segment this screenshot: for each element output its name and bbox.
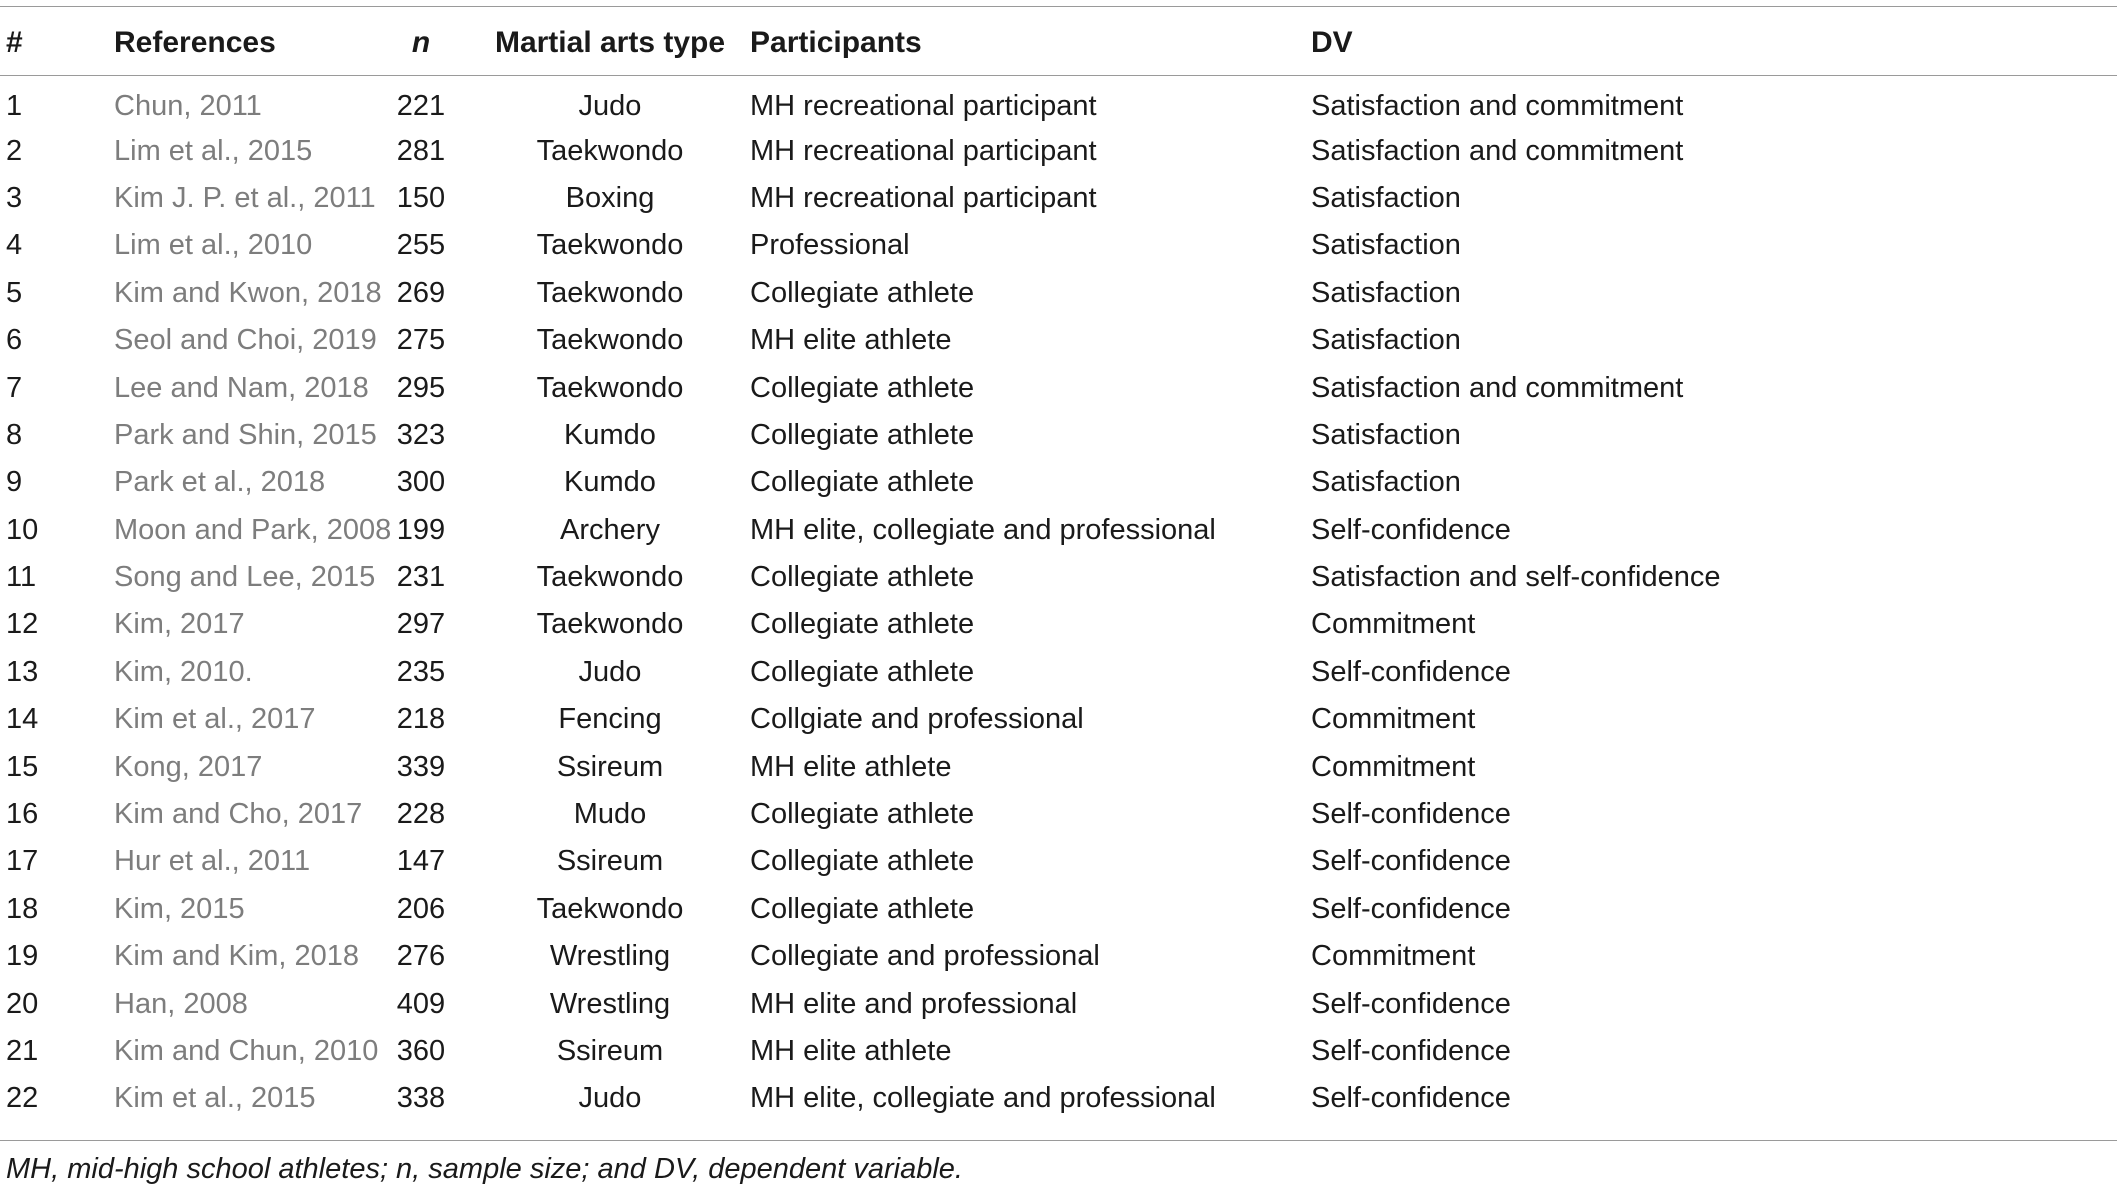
cell-number: 11 bbox=[6, 561, 37, 594]
cell-dv: Commitment bbox=[1311, 703, 1476, 736]
table-row bbox=[0, 554, 2117, 601]
cell-participants: Collegiate athlete bbox=[750, 845, 975, 878]
reference-link[interactable]: Kim et al., 2017 bbox=[114, 703, 316, 736]
cell-participants: Collegiate athlete bbox=[750, 466, 975, 499]
cell-sample-size: 150 bbox=[396, 181, 446, 214]
cell-dv: Satisfaction bbox=[1311, 181, 1461, 214]
cell-number: 7 bbox=[6, 371, 23, 404]
cell-dv: Self-confidence bbox=[1311, 1035, 1511, 1067]
cell-dv: Self-confidence bbox=[1311, 987, 1511, 1020]
cell-number: 19 bbox=[6, 940, 39, 973]
cell-martial-arts-type: Judo bbox=[578, 1082, 642, 1115]
table-row bbox=[0, 601, 2117, 648]
cell-martial-arts-type: Judo bbox=[578, 655, 642, 688]
cell-dv: Satisfaction bbox=[1311, 418, 1461, 451]
cell-number: 14 bbox=[6, 703, 39, 736]
reference-link[interactable]: Moon and Park, 2008 bbox=[114, 513, 392, 546]
table-header-row bbox=[0, 0, 2117, 80]
cell-sample-size: 221 bbox=[396, 90, 446, 123]
table-row bbox=[0, 127, 2117, 174]
header-number: # bbox=[6, 26, 23, 59]
table-row bbox=[0, 838, 2117, 885]
cell-martial-arts-type: Taekwondo bbox=[536, 229, 684, 262]
table-row bbox=[0, 364, 2117, 411]
cell-sample-size: 228 bbox=[396, 798, 446, 831]
cell-number: 17 bbox=[6, 845, 39, 878]
cell-number: 20 bbox=[6, 987, 39, 1020]
reference-link[interactable]: Kim, 2017 bbox=[114, 608, 245, 641]
cell-sample-size: 360 bbox=[396, 1035, 446, 1067]
cell-martial-arts-type: Kumdo bbox=[564, 466, 656, 499]
header-sample-size: n bbox=[411, 26, 431, 59]
cell-sample-size: 218 bbox=[396, 703, 446, 736]
table-row bbox=[0, 507, 2117, 554]
reference-link[interactable]: Chun, 2011 bbox=[114, 90, 262, 123]
cell-dv: Self-confidence bbox=[1311, 845, 1511, 878]
table-row bbox=[0, 791, 2117, 838]
cell-dv: Self-confidence bbox=[1311, 892, 1511, 925]
cell-dv: Satisfaction and commitment bbox=[1311, 90, 1684, 123]
reference-link[interactable]: Lee and Nam, 2018 bbox=[114, 371, 369, 404]
reference-link[interactable]: Seol and Choi, 2019 bbox=[114, 324, 377, 357]
cell-sample-size: 339 bbox=[396, 750, 446, 783]
cell-participants: Collgiate and professional bbox=[750, 703, 1084, 736]
cell-number: 21 bbox=[6, 1035, 39, 1067]
cell-sample-size: 276 bbox=[396, 940, 446, 973]
reference-link[interactable]: Kim and Kwon, 2018 bbox=[114, 276, 382, 309]
cell-sample-size: 323 bbox=[396, 418, 446, 451]
table-footnote: MH, mid-high school athletes; n, sample size; and DV, dependent variable. bbox=[6, 1153, 963, 1185]
cell-participants: Collegiate and professional bbox=[750, 940, 1100, 973]
reference-link[interactable]: Kim and Cho, 2017 bbox=[114, 798, 363, 831]
cell-participants: Collegiate athlete bbox=[750, 892, 975, 925]
cell-sample-size: 295 bbox=[396, 371, 446, 404]
table-row bbox=[0, 696, 2117, 743]
cell-number: 16 bbox=[6, 798, 39, 831]
reference-link[interactable]: Hur et al., 2011 bbox=[114, 845, 311, 878]
cell-dv: Commitment bbox=[1311, 608, 1476, 641]
cell-martial-arts-type: Ssireum bbox=[556, 845, 664, 878]
cell-martial-arts-type: Mudo bbox=[573, 798, 647, 831]
reference-link[interactable]: Kim J. P. et al., 2011 bbox=[114, 181, 376, 214]
cell-sample-size: 281 bbox=[396, 134, 446, 167]
cell-sample-size: 231 bbox=[396, 561, 446, 594]
cell-sample-size: 275 bbox=[396, 324, 446, 357]
cell-dv: Satisfaction and commitment bbox=[1311, 134, 1684, 167]
cell-number: 12 bbox=[6, 608, 39, 641]
header-dv: DV bbox=[1311, 26, 1353, 59]
cell-dv: Self-confidence bbox=[1311, 513, 1511, 546]
reference-link[interactable]: Park and Shin, 2015 bbox=[114, 418, 377, 451]
table-row bbox=[0, 1075, 2117, 1122]
cell-martial-arts-type: Wrestling bbox=[549, 940, 671, 973]
cell-participants: Collegiate athlete bbox=[750, 276, 975, 309]
cell-sample-size: 297 bbox=[396, 608, 446, 641]
table-row bbox=[0, 649, 2117, 696]
table-row bbox=[0, 743, 2117, 790]
cell-number: 18 bbox=[6, 892, 39, 925]
cell-participants: Collegiate athlete bbox=[750, 608, 975, 641]
table-row bbox=[0, 80, 2117, 127]
cell-sample-size: 147 bbox=[396, 845, 446, 878]
cell-sample-size: 255 bbox=[396, 229, 446, 262]
table-row bbox=[0, 175, 2117, 222]
cell-martial-arts-type: Taekwondo bbox=[536, 561, 684, 594]
cell-martial-arts-type: Taekwondo bbox=[536, 892, 684, 925]
reference-link[interactable]: Kim, 2010. bbox=[114, 655, 253, 688]
cell-martial-arts-type: Archery bbox=[560, 513, 660, 546]
cell-participants: Collegiate athlete bbox=[750, 655, 975, 688]
table-bottom-rule bbox=[0, 1140, 2117, 1141]
cell-dv: Commitment bbox=[1311, 750, 1476, 783]
cell-number: 13 bbox=[6, 655, 39, 688]
table-body bbox=[0, 80, 2117, 1123]
cell-martial-arts-type: Kumdo bbox=[564, 418, 656, 451]
cell-dv: Self-confidence bbox=[1311, 655, 1511, 688]
cell-dv: Satisfaction bbox=[1311, 229, 1461, 262]
cell-martial-arts-type: Ssireum bbox=[556, 1035, 664, 1067]
cell-sample-size: 206 bbox=[396, 892, 446, 925]
header-participants: Participants bbox=[750, 26, 922, 59]
cell-participants: Professional bbox=[750, 229, 910, 262]
table-row bbox=[0, 270, 2117, 317]
cell-number: 22 bbox=[6, 1082, 39, 1115]
cell-number: 8 bbox=[6, 418, 23, 451]
cell-sample-size: 338 bbox=[396, 1082, 446, 1115]
cell-martial-arts-type: Taekwondo bbox=[536, 371, 684, 404]
table-row bbox=[0, 886, 2117, 933]
table-row bbox=[0, 1028, 2117, 1075]
reference-link[interactable]: Kim et al., 2015 bbox=[114, 1082, 316, 1115]
cell-participants: MH recreational participant bbox=[750, 90, 1097, 123]
cell-participants: MH elite, collegiate and professional bbox=[750, 1082, 1216, 1115]
cell-participants: Collegiate athlete bbox=[750, 561, 975, 594]
cell-martial-arts-type: Taekwondo bbox=[536, 324, 684, 357]
header-martial-arts-type: Martial arts type bbox=[494, 26, 726, 59]
reference-link[interactable]: Park et al., 2018 bbox=[114, 466, 326, 499]
cell-number: 5 bbox=[6, 276, 23, 309]
cell-sample-size: 235 bbox=[396, 655, 446, 688]
reference-link[interactable]: Lim et al., 2015 bbox=[114, 134, 313, 167]
cell-participants: MH elite athlete bbox=[750, 324, 952, 357]
cell-sample-size: 300 bbox=[396, 466, 446, 499]
table-row bbox=[0, 980, 2117, 1027]
cell-martial-arts-type: Taekwondo bbox=[536, 608, 684, 641]
reference-link[interactable]: Kong, 2017 bbox=[114, 750, 263, 783]
cell-dv: Self-confidence bbox=[1311, 798, 1511, 831]
header-references: References bbox=[114, 26, 276, 59]
table-row bbox=[0, 933, 2117, 980]
cell-sample-size: 269 bbox=[396, 276, 446, 309]
cell-dv: Commitment bbox=[1311, 940, 1476, 973]
cell-participants: Collegiate athlete bbox=[750, 371, 975, 404]
cell-participants: MH elite and professional bbox=[750, 987, 1078, 1020]
cell-sample-size: 199 bbox=[396, 513, 446, 546]
cell-number: 1 bbox=[6, 90, 23, 123]
cell-number: 10 bbox=[6, 513, 39, 546]
cell-participants: Collegiate athlete bbox=[750, 418, 975, 451]
cell-martial-arts-type: Wrestling bbox=[549, 987, 671, 1020]
cell-martial-arts-type: Taekwondo bbox=[536, 276, 684, 309]
cell-participants: MH recreational participant bbox=[750, 134, 1097, 167]
reference-link[interactable]: Kim and Kim, 2018 bbox=[114, 940, 360, 973]
cell-participants: Collegiate athlete bbox=[750, 798, 975, 831]
cell-martial-arts-type: Ssireum bbox=[556, 750, 664, 783]
cell-martial-arts-type: Judo bbox=[578, 90, 642, 123]
cell-sample-size: 409 bbox=[396, 987, 446, 1020]
cell-dv: Self-confidence bbox=[1311, 1082, 1511, 1115]
cell-martial-arts-type: Taekwondo bbox=[536, 134, 684, 167]
reference-link[interactable]: Song and Lee, 2015 bbox=[114, 561, 376, 594]
table-row bbox=[0, 317, 2117, 364]
reference-link[interactable]: Han, 2008 bbox=[114, 987, 248, 1020]
cell-number: 9 bbox=[6, 466, 23, 499]
cell-participants: MH recreational participant bbox=[750, 181, 1097, 214]
cell-number: 4 bbox=[6, 229, 23, 262]
cell-dv: Satisfaction bbox=[1311, 466, 1461, 499]
cell-participants: MH elite athlete bbox=[750, 750, 952, 783]
cell-number: 6 bbox=[6, 324, 23, 357]
cell-participants: MH elite athlete bbox=[750, 1035, 952, 1067]
cell-number: 2 bbox=[6, 134, 23, 167]
cell-martial-arts-type: Fencing bbox=[558, 703, 662, 736]
reference-link[interactable]: Kim and Chun, 2010 bbox=[114, 1035, 379, 1067]
cell-dv: Satisfaction bbox=[1311, 324, 1461, 357]
table-row bbox=[0, 459, 2117, 506]
cell-number: 3 bbox=[6, 181, 23, 214]
cell-dv: Satisfaction and self-confidence bbox=[1311, 561, 1721, 594]
cell-participants: MH elite, collegiate and professional bbox=[750, 513, 1216, 546]
cell-martial-arts-type: Boxing bbox=[565, 181, 655, 214]
cell-number: 15 bbox=[6, 750, 39, 783]
reference-link[interactable]: Lim et al., 2010 bbox=[114, 229, 313, 262]
table-row bbox=[0, 222, 2117, 269]
cell-dv: Satisfaction and commitment bbox=[1311, 371, 1684, 404]
table-row bbox=[0, 412, 2117, 459]
reference-link[interactable]: Kim, 2015 bbox=[114, 892, 245, 925]
cell-dv: Satisfaction bbox=[1311, 276, 1461, 309]
